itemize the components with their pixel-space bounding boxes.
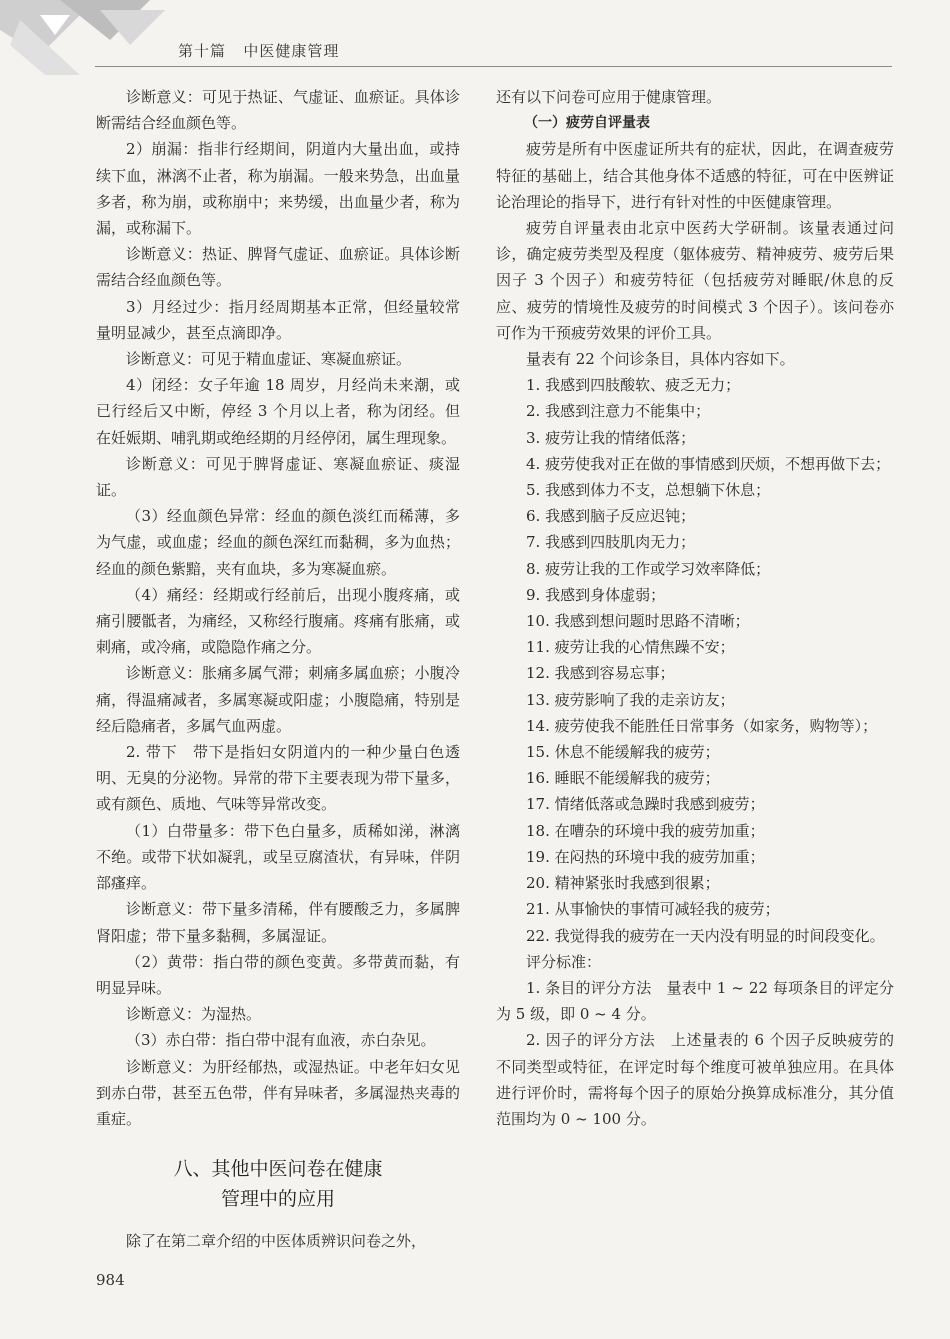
list-item: 22. 我觉得我的疲劳在一天内没有明显的时间段变化。: [526, 926, 885, 945]
left-column: [96, 84, 460, 1254]
list-item: 7. 我感到四肢肌肉无力；: [526, 533, 696, 552]
paragraph: 诊断意义：可见于脾肾虚证、寒凝血瘀证、痰湿证。: [96, 454, 460, 500]
header-title: 中医健康管理: [243, 42, 340, 60]
paragraph: 诊断意义：为肝经郁热，或湿热证。中老年妇女见到赤白带，甚至五色带，伴有异味者，多属湿热夹毒的重症。: [96, 1057, 460, 1128]
paragraph: 2. 带下 带下是指妇女阴道内的一种少量白色透明、无臭的分泌物。异常的带下主要表现为带下量多，或有颜色、质地、气味等异常改变。: [96, 743, 460, 814]
corner-decoration: [0, 0, 170, 75]
header-chapter: 第十篇: [178, 42, 227, 60]
list-item: 16. 睡眠不能缓解我的疲劳；: [526, 769, 720, 788]
paragraph: 1. 条目的评分方法 量表中 1 ~ 22 每项条目的评定分为 5 级，即 0 ~ 4 分。: [496, 978, 894, 1024]
list-item: 12. 我感到容易忘事；: [526, 664, 675, 683]
list-item: 10. 我感到想问题时思路不清晰；: [526, 612, 750, 631]
list-item: 11. 疲劳让我的心情焦躁不安；: [526, 638, 735, 657]
continuation-text: 还有以下问卷可应用于健康管理。: [496, 88, 722, 106]
page-number: 984: [96, 1271, 125, 1289]
paragraph: 3）月经过少：指月经周期基本正常，但经量较常量明显减少，甚至点滴即净。: [96, 297, 460, 342]
list-item: 6. 我感到脑子反应迟钝；: [526, 507, 696, 526]
section-heading: [96, 1154, 460, 1214]
list-item: 3. 疲劳让我的情绪低落；: [526, 428, 696, 447]
paragraph: （1）白带量多：带下色白量多，质稀如涕，淋漓不绝。或带下状如凝乳，或呈豆腐渣状，有异味，伴阴部瘙痒。: [96, 821, 460, 893]
paragraph: （3）经血颜色异常：经血的颜色淡红而稀薄，多为气虚，或血虚；经血的颜色深红而黏稠，多为血热；经血的颜色紫黯，夹有血块，多为寒凝血瘀。: [96, 507, 460, 578]
paragraph: （4）痛经：经期或行经前后，出现小腹疼痛，或痛引腰骶者，为痛经，又称经行腹痛。疼痛有胀痛，或刺痛，或冷痛，或隐隐作痛之分。: [96, 585, 460, 657]
paragraph: （3）赤白带：指白带中混有血液，赤白杂见。: [126, 1031, 436, 1050]
paragraph: 诊断意义：可见于精血虚证、寒凝血瘀证。: [126, 350, 412, 369]
list-item: 9. 我感到身体虚弱；: [526, 585, 666, 604]
paragraph: 诊断意义：带下量多清稀，伴有腰酸乏力，多属脾肾阳虚；带下量多黏稠，多属湿证。: [96, 900, 460, 945]
paragraph: 诊断意义：可见于热证、气虚证、血瘀证。具体诊断需结合经血颜色等。: [96, 88, 460, 133]
subheading: （一）疲劳自评量表: [524, 115, 650, 132]
running-header: [178, 40, 339, 61]
list-item: 2. 我感到注意力不能集中；: [526, 402, 711, 421]
scoring-label: 评分标准：: [526, 952, 602, 971]
list-item: 4. 疲劳使我对正在做的事情感到厌烦，不想再做下去；: [526, 454, 891, 473]
paragraph: （2）黄带：指白带的颜色变黄。多带黄而黏，有明显异味。: [96, 952, 460, 997]
list-item: 18. 在嘈杂的环境中我的疲劳加重；: [526, 821, 765, 840]
list-item: 14. 疲劳使我不能胜任日常事务（如家务，购物等）；: [526, 716, 878, 735]
list-item: 5. 我感到体力不支，总想躺下休息；: [526, 481, 771, 500]
section-intro: 除了在第二章介绍的中医体质辨识问卷之外，: [126, 1232, 427, 1251]
paragraph: 疲劳自评量表由北京中医药大学研制。该量表通过问诊，确定疲劳类型及程度（躯体疲劳、精神疲劳、疲劳后果因子 3 个因子）和疲劳特征（包括疲劳对睡眠/休息的反应、疲劳的情境性及疲劳的时间模式 3 个因子）。该问卷亦可作为干预疲劳效果的评价工具。: [496, 219, 894, 342]
paragraph: 诊断意义：为湿热。: [126, 1005, 262, 1024]
list-item: 15. 休息不能缓解我的疲劳；: [526, 743, 720, 762]
list-item: 8. 疲劳让我的工作或学习效率降低；: [526, 559, 771, 578]
section-heading-line2: 管理中的应用: [220, 1188, 335, 1211]
right-column: [496, 84, 894, 1132]
list-item: 17. 情绪低落或急躁时我感到疲劳；: [526, 795, 765, 814]
paragraph: 诊断意义：热证、脾肾气虚证、血瘀证。具体诊断需结合经血颜色等。: [96, 245, 460, 290]
section-heading-line1: 八、其他中医问卷在健康: [173, 1158, 383, 1181]
list-item: 21. 从事愉快的事情可减轻我的疲劳；: [526, 900, 780, 919]
list-item: 13. 疲劳影响了我的走亲访友；: [526, 690, 735, 709]
item-list: [496, 372, 894, 948]
list-item: 20. 精神紧张时我感到很累；: [526, 874, 720, 893]
paragraph: 诊断意义：胀痛多属气滞；刺痛多属血瘀；小腹冷痛，得温痛减者，多属寒凝或阳虚；小腹隐痛，特别是经后隐痛者，多属气血两虚。: [96, 664, 460, 735]
paragraph: 4）闭经：女子年逾 18 周岁，月经尚未来潮，或已行经后又中断，停经 3 个月以上者，称为闭经。但在妊娠期、哺乳期或绝经期的月经停闭，属生理现象。: [96, 376, 460, 447]
paragraph: 疲劳是所有中医虚证所共有的症状，因此，在调查疲劳特征的基础上，结合其他身体不适感的特征，可在中医辨证论治理论的指导下，进行有针对性的中医健康管理。: [496, 140, 894, 211]
paragraph: 2. 因子的评分方法 上述量表的 6 个因子反映疲劳的不同类型或特征，在评定时每个维度可被单独应用。在具体进行评价时，需将每个因子的原始分换算成标准分，其分值范围均为 0 ~ 100 分。: [496, 1031, 894, 1128]
header-rule: [95, 66, 892, 67]
paragraph: 量表有 22 个问诊条目，具体内容如下。: [526, 350, 795, 369]
list-item: 19. 在闷热的环境中我的疲劳加重；: [526, 847, 765, 866]
paragraph: 2）崩漏：指非行经期间，阴道内大量出血，或持续下血，淋漓不止者，称为崩漏。一般来势急，出血量多者，称为崩，或称崩中；来势缓，出血量少者，称为漏，或称漏下。: [96, 140, 460, 238]
list-item: 1. 我感到四肢酸软、疲乏无力；: [526, 376, 741, 395]
